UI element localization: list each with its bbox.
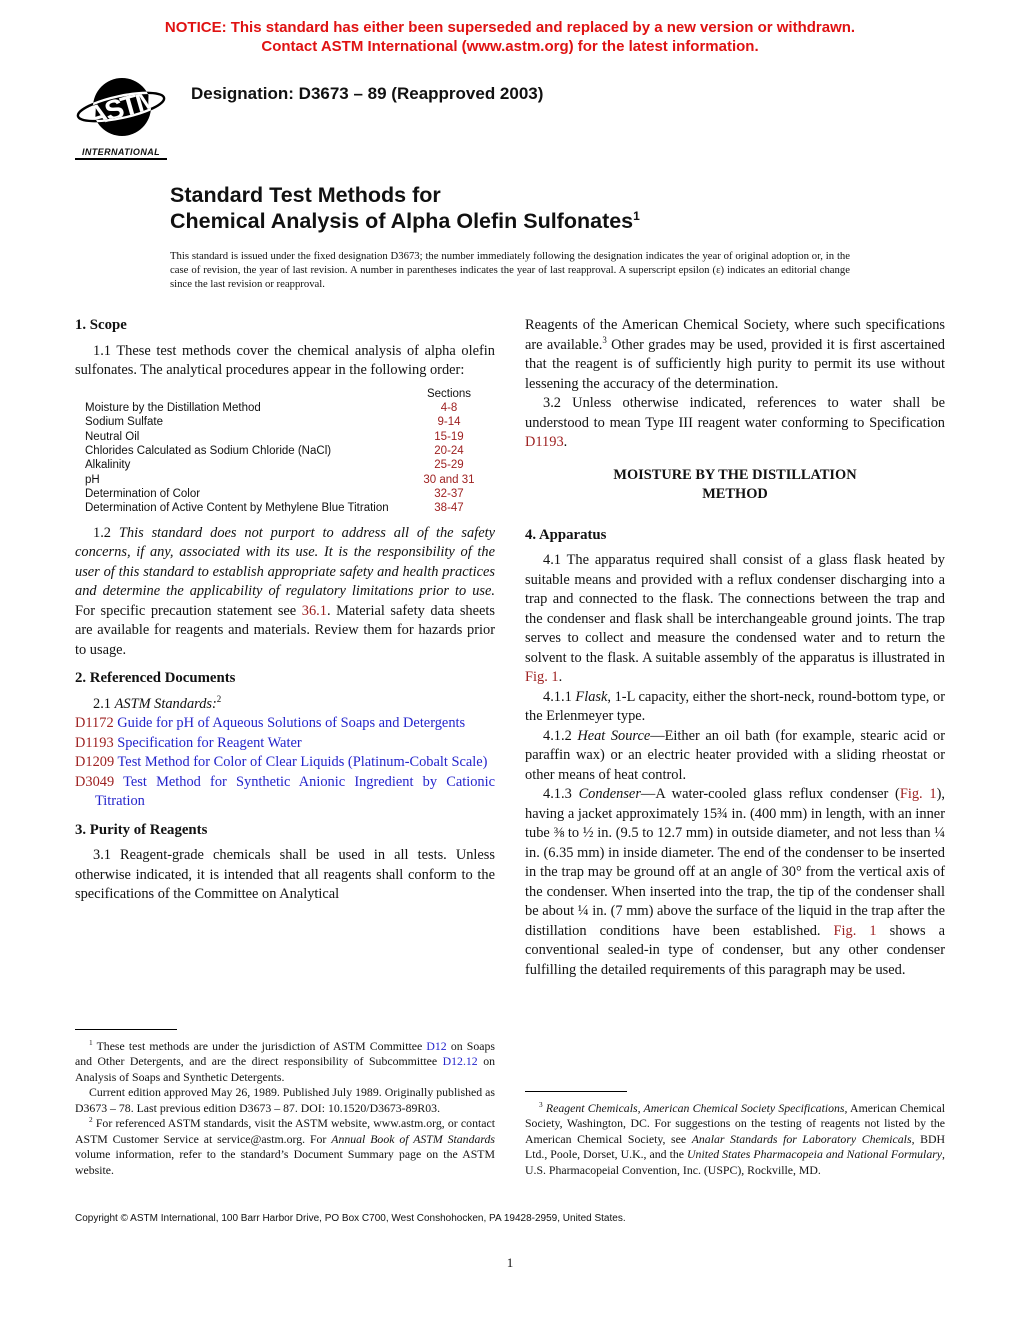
text-segment: Reagents of the American Chemical Society, where such specifications are available. [525,317,945,353]
text-segment: on Soaps and Other Detergents, and are the direct responsibility of Subcommittee [75,1038,495,1069]
page-number: 1 [506,1255,514,1270]
text-segment: , U.S. Pharmacopeial Convention, Inc. (USPC), Rockville, MD. [525,1147,945,1177]
footnote-separator [525,1091,627,1092]
text-segment: 3.2 Unless otherwise indicated, references to water shall be understood to mean Type III reagent water conforming to Specification [525,395,945,431]
sections-table-header [85,387,495,401]
astm-logo [75,76,175,160]
cross-reference-link[interactable]: D12 [426,1038,447,1053]
text-segment: Condenser [578,786,641,803]
text-segment: Annual Book of ASTM Standards [331,1131,496,1146]
paragraph-3-1-continued [525,316,945,394]
paragraph-1-1 [75,342,495,381]
text-segment: shows a conventional sealed-in type of condenser, but any other condenser fulfilling the detailed requirements of this paragraph may be used. [525,922,945,978]
text-segment: 2.1 [93,695,115,712]
text-segment: United States Pharmacopeia and National Formulary [687,1147,943,1162]
text-segment: ASTM Standards: [114,695,217,712]
section-link[interactable]: 9-14 [437,416,461,429]
paragraph-3-1 [75,846,495,905]
table-row: Neutral Oil 15-19 [85,430,495,444]
text-segment: 2 [89,1115,93,1125]
text-segment: ), having a jacket approximately 15¾ in. (400 mm) in length, with an inner tube ⅜ to ½ in. (9.5 to 12.7 mm) in outside diameter, and not less than ¼ in. (6.35 mm) in inside diameter. The end of the condenser to be inserted in the trap may be ground off at an angle of 30° from the vertical axis of the condenser. When inserted into the trap, the tip of the condenser shall be about ¼ in. (7 mm) above the surface of the liquid in the trap after the distillation conditions have been established. [525,786,945,939]
text-segment: 4.1.1 [543,688,576,705]
text-segment: —Either an oil bath (for example, stearic acid or paraffin wax) or an electric heater provided with a sliding rheostat or other means of heat control. [525,727,945,783]
astm-logo-icon [75,76,167,142]
paragraph-4-1 [525,551,945,688]
text-segment: 1.1 These test methods cover the chemical analysis of alpha olefin sulfonates. The analytical procedures appear in the following order: [75,342,495,379]
footnote-1-edition [75,1085,495,1116]
section-link[interactable]: 38-47 [434,502,464,515]
cross-reference-link[interactable]: Guide for pH of Aqueous Solutions of Soaps and Detergents [113,715,466,732]
cross-reference-link[interactable]: D1209 [75,754,115,771]
text-segment: For referenced ASTM standards, visit the ASTM website, www.astm.org, or contact ASTM Customer Service at service@astm.org. For [75,1116,495,1146]
footnote-3 [525,1101,945,1179]
svg-text:ASTM: ASTM [83,82,161,133]
superseded-notice [0,0,1020,56]
standard-title [170,182,850,234]
text-segment: . [558,669,563,686]
text-segment: 4.1 The apparatus required shall consist of a glass flask heated by suitable means and provided with a reflux condenser discharging into a trap and connected to the flask. The connections between the trap and the condenser and flask shall be interchangeable ground joints. The trap serves to collect and measure the condensed water and to return the solvent to the flask. A suitable assembly of the apparatus is illustrated in [525,552,945,666]
title-footnote-marker[interactable]: 1 [633,208,640,223]
paragraph-2-1 [75,695,495,715]
right-footnotes [525,1091,945,1179]
text-segment: 3 [602,335,607,346]
paragraph-4-1-2 [525,727,945,786]
text-segment: 3.1 Reagent-grade chemicals shall be used in all tests. Unless otherwise indicated, it is intended that all reagents shall conform to the specifications of the Committee on Analytical [75,847,495,903]
heading-scope: 1. Scope [75,317,127,334]
text-segment: American Chemical Society, Washington, DC. For suggestions on the testing of reagents not listed by the American Chemical Society, see [525,1100,946,1146]
text-segment: Other grades may be used, provided it is first ascertained that the reagent is of sufficiently high purity to permit its use without lessening the accuracy of the determination. [525,336,945,392]
text-segment: 1 [89,1037,93,1047]
sections-table [85,387,495,516]
reference-item [75,753,495,773]
section-link[interactable]: 25-29 [434,459,464,472]
text-segment: —A water-cooled glass reflux condenser ( [640,786,900,803]
cross-reference-link[interactable]: D12.12 [442,1054,478,1069]
paragraph-4-1-3 [525,785,945,980]
text-segment: volume information, refer to the standard’s Document Summary page on the ASTM website. [75,1147,495,1177]
section-link[interactable]: 4-8 [440,402,458,415]
reference-item [75,734,495,754]
reference-item [75,714,495,734]
cross-reference-link[interactable]: Fig. 1 [899,786,937,803]
footnote-1 [75,1039,495,1086]
text-segment: , 1-L capacity, either the short-neck, round-bottom type, or the Erlenmeyer type. [525,688,945,725]
text-segment: on Analysis of Soaps and Synthetic Detergents. [75,1054,496,1084]
heading-purity-of-reagents: 3. Purity of Reagents [75,821,208,838]
table-row: Alkalinity 25-29 [85,458,495,472]
body-columns [75,316,945,1178]
table-row: Determination of Color 32-37 [85,487,495,501]
paragraph-1-2 [75,524,495,661]
paragraph-3-2 [525,394,945,453]
cross-reference-link[interactable]: D3049 [75,773,115,790]
heading-referenced-documents: 2. Referenced Documents [75,670,236,687]
sections-column-header: Sections [426,387,472,400]
heading-moisture-distillation-method: MOISTURE BY THE DISTILLATION METHOD [613,466,857,503]
right-column [525,316,945,1178]
designation-line: Designation: D3673 – 89 (Reapproved 2003) [191,84,544,103]
title-line1: Standard Test Methods for [170,183,441,207]
cross-reference-link[interactable]: Fig. 1 [525,669,559,686]
table-row: Determination of Active Content by Methylene Blue Titration 38-47 [85,501,495,515]
paragraph-4-1-1 [525,688,945,727]
text-segment: Current edition approved May 26, 1989. Published July 1989. Originally published as D3673 – 78. Last previous edition D3673 – 87. DOI: 10.1520/D3673-89R03. [75,1085,495,1115]
notice-line2: Contact ASTM International (www.astm.org) for the latest information. [261,38,759,55]
text-segment: 1.2 [93,524,119,541]
section-link[interactable]: 20-24 [434,445,464,458]
text-segment: This standard does not purport to address all of the safety concerns, if any, associated with its use. It is the responsibility of the user of this standard to establish appropriate safety and health practices and determine the applicability of regulatory limitations prior to use. [75,524,495,600]
left-footnotes [75,1029,495,1179]
table-row: Moisture by the Distillation Method 4-8 [85,401,495,415]
footnote-separator [75,1029,177,1030]
astm-logo-international-label: INTERNATIONAL [75,147,167,160]
text-segment: 2 [216,693,222,704]
text-segment: Flask [575,688,608,705]
issue-statement: This standard is issued under the fixed designation D3673; the number immediately following the designation indicates the year of original adoption or, in the case of revision, the year of last revision. A number in parentheses indicates the year of last reapproval. A superscript epsilon (ε) indicates an editorial change since the last revision or reapproval. [170,250,850,290]
cross-reference-link[interactable]: D1172 [75,715,114,732]
reference-item [75,773,495,812]
text-segment: 4.1.3 [543,786,579,803]
text-segment: 4.1.2 [543,727,578,744]
table-row: Sodium Sulfate 9-14 [85,415,495,429]
left-column [75,316,495,1178]
cross-reference-link[interactable]: Test Method for Synthetic Anionic Ingredient by Cationic Titration [95,773,495,810]
text-segment: For specific precaution statement see [75,602,302,619]
section-link[interactable]: 32-37 [434,487,464,500]
notice-line1: NOTICE: This standard has either been superseded and replaced by a new version or withdrawn. [164,19,856,36]
title-line2: Chemical Analysis of Alpha Olefin Sulfonates$^1$ [170,208,640,233]
copyright-line: Copyright © ASTM International, 100 Barr Harbor Drive, PO Box C700, West Conshohocken, PA 19428-2959, United States. [75,1213,626,1224]
section-link[interactable]: 15-19 [434,430,464,443]
text-segment: . Material safety data sheets are available for reagents and materials. Review them for hazards prior to usage. [75,602,496,658]
text-segment: Analar Standards for Laboratory Chemicals [691,1131,912,1146]
table-row: Chlorides Calculated as Sodium Chloride (NaCl) 20-24 [85,444,495,458]
cross-reference-link[interactable]: Fig. 1 [833,922,877,939]
text-segment: These test methods are under the jurisdiction of ASTM Committee [92,1038,427,1053]
text-segment: . [563,434,568,451]
cross-reference-link[interactable]: Test Method for Color of Clear Liquids (Platinum-Cobalt Scale) [114,754,488,771]
cross-reference-link[interactable]: D1193 [75,734,114,751]
table-row: pH 30 and 31 [85,473,495,487]
footnote-2 [75,1116,495,1178]
text-segment: 3 [539,1099,543,1109]
section-link[interactable]: 30 and 31 [423,473,475,486]
text-segment: Heat Source [577,727,651,744]
cross-reference-link[interactable]: 36.1 [301,602,327,619]
text-segment: Reagent Chemicals, American Chemical Society Specifications, [545,1100,848,1115]
heading-apparatus: 4. Apparatus [525,526,607,543]
document-header [75,76,945,160]
cross-reference-link[interactable]: Specification for Reagent Water [113,734,302,751]
cross-reference-link[interactable]: D1193 [525,434,564,451]
text-segment: , BDH Ltd., Poole, Dorset, U.K., and the [525,1131,946,1162]
